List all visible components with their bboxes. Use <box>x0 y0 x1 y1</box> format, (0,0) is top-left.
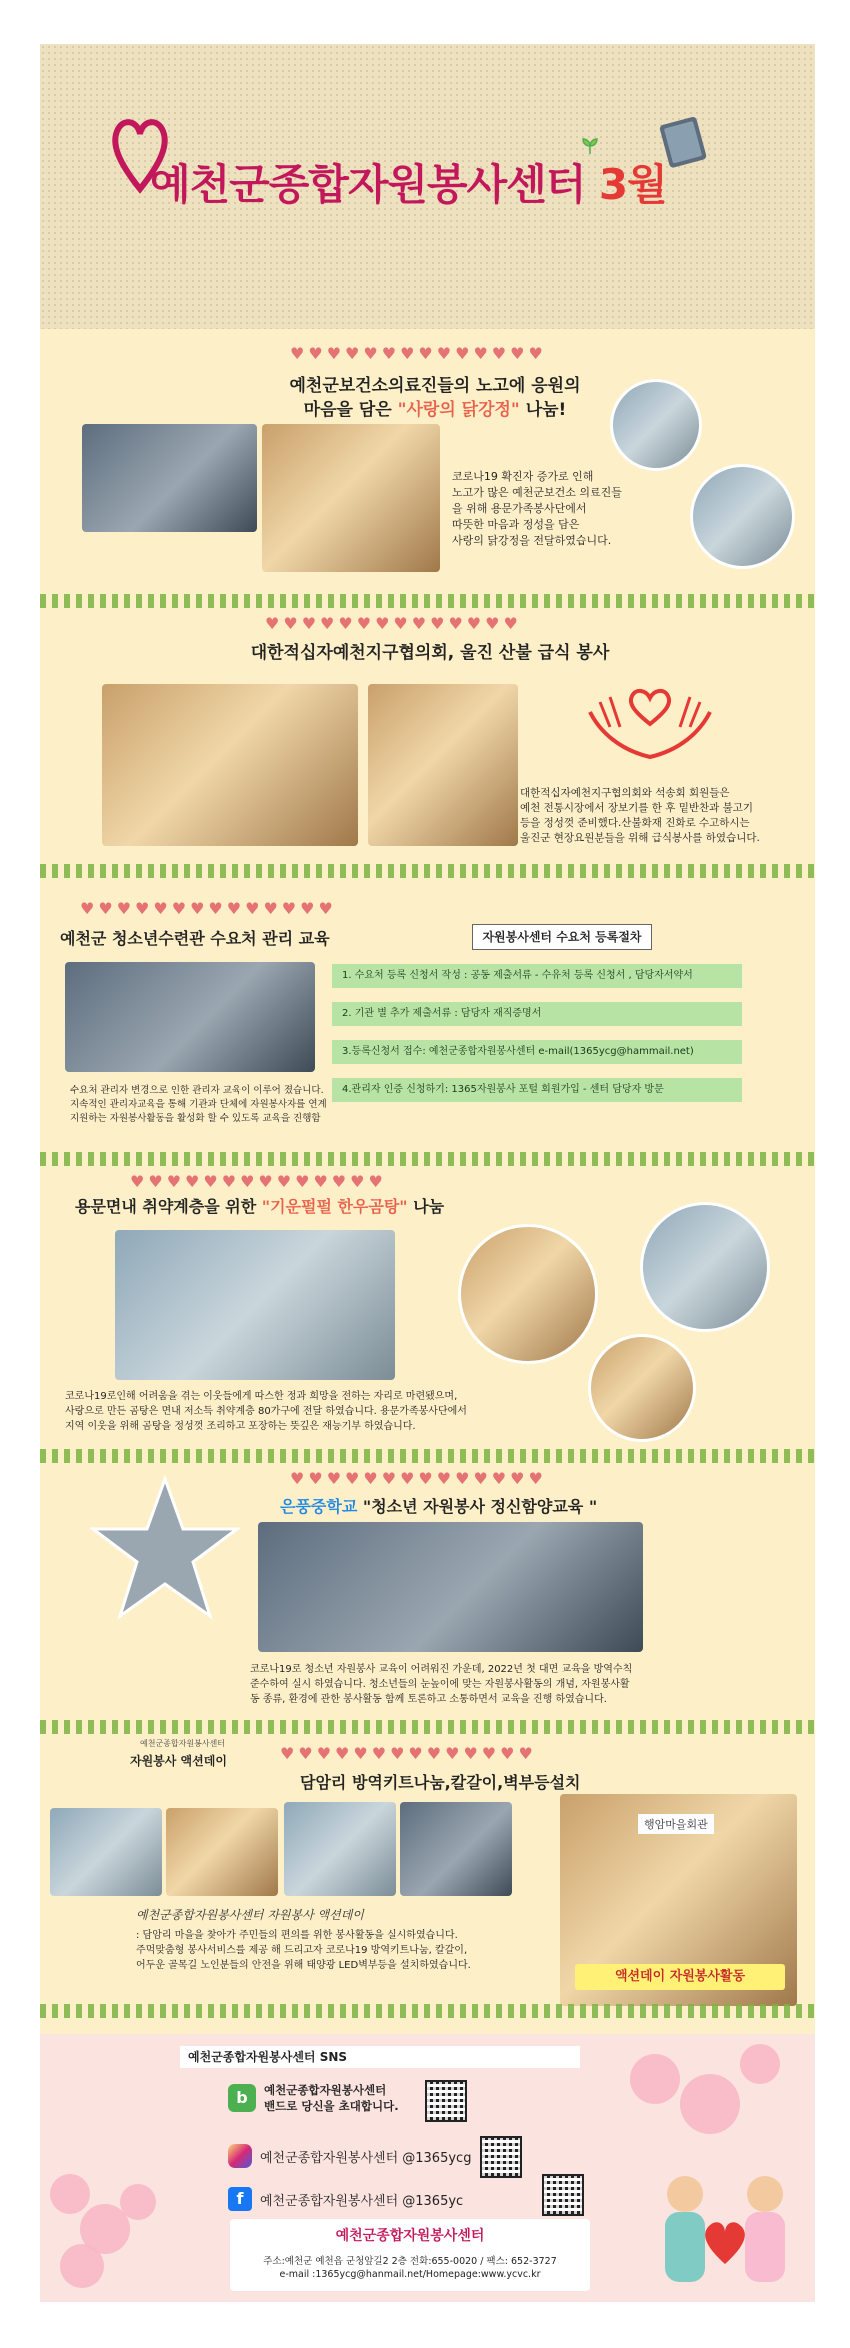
band-line2: 밴드로 당신을 초대합니다. <box>264 2099 399 2113</box>
book-icon <box>656 114 712 170</box>
section4-title-highlight: "기운펄펄 한우곰탕" <box>261 1197 408 1216</box>
action-day-tag: 자원봉사 액션데이 <box>130 1754 227 1768</box>
section6-title: 담암리 방역키트나눔,칼갈이,벽부등설치 <box>300 1773 581 1792</box>
section5-title-rest: "청소년 자원봉사 정신함양교육 " <box>357 1497 598 1516</box>
section5-body: 코로나19로 청소년 자원봉사 교육이 어려워진 가운데, 2022년 첫 대면 교육을 방역수칙 준수하여 실시 하였습니다. 청소년들의 눈높이에 맞는 자원봉사활동의 개념, 자원봉사활 동 종류, 환경에 관한 봉사활동 함께 토론하고 소통하면서 교육을 진행 하였습니다. <box>250 1664 633 1705</box>
photo-action-4 <box>400 1802 512 1896</box>
photo-circle-delivery <box>690 464 795 569</box>
grass-separator <box>40 864 815 878</box>
band-line1: 예천군종합자원봉사센터 <box>264 2083 387 2097</box>
section4-title-pre: 용문면내 취약계층을 위한 <box>75 1197 262 1216</box>
facebook-qr-code <box>542 2174 584 2216</box>
footer-org-name: 예천군종합자원봉사센터 <box>335 2228 485 2244</box>
grass-separator <box>40 1449 815 1463</box>
sns-label: 예천군종합자원봉사센터 SNS <box>180 2046 580 2068</box>
photo-circle-cooking <box>458 1224 598 1364</box>
hearts-divider: ♥♥♥♥♥♥♥♥♥♥♥♥♥♥ <box>280 1744 537 1763</box>
photo-circle-kimchi <box>588 1334 696 1442</box>
action-day-tag-small: 예천군종합자원봉사센터 <box>140 1739 226 1748</box>
hearts-divider: ♥♥♥♥♥♥♥♥♥♥♥♥♥♥ <box>265 614 522 633</box>
section1-title <box>245 374 625 422</box>
section5-title-school: 은풍중학교 <box>280 1497 358 1516</box>
section1-title-pre: 마음을 담은 <box>303 400 398 420</box>
section5-title <box>280 1494 597 1517</box>
section1-title-highlight: "사랑의 닭강정" <box>397 400 520 420</box>
photo-action-1 <box>50 1808 162 1896</box>
sprout-icon <box>580 136 600 156</box>
section1-title-post: 나눔! <box>519 400 567 420</box>
grass-separator <box>40 1152 815 1166</box>
action-day-banner: 액션데이 자원봉사활동 <box>575 1964 785 1990</box>
hearts-divider: ♥♥♥♥♥♥♥♥♥♥♥♥♥♥ <box>130 1172 387 1191</box>
action-day-script: 예천군종합자원봉사센터 자원봉사 액션데이 <box>136 1908 364 1922</box>
blossom-decoration <box>630 2054 680 2104</box>
section4-title-post: 나눔 <box>407 1197 445 1216</box>
section3-title: 예천군 청소년수련관 수요처 관리 교육 <box>60 929 330 948</box>
photo-training-session <box>65 962 315 1072</box>
photo-redcross-group <box>102 684 358 846</box>
heart-hands-icon <box>580 672 720 772</box>
facebook-link[interactable]: 예천군종합자원봉사센터 @1365yc <box>260 2194 464 2209</box>
section1-body: 코로나19 확진자 증가로 인해 노고가 많은 예천군보건소 의료진들 을 위해 용문가족봉사단에서 따뜻한 마음과 정성을 담은 사랑의 닭강정을 전달하였습니다. <box>452 470 622 547</box>
step-item: 2. 기관 별 추가 제출서류 : 담당자 재직증명서 <box>332 1002 742 1026</box>
photo-volunteers-group <box>262 424 440 572</box>
title-month: 3월 <box>598 160 667 209</box>
section4-body: 코로나19로인해 어려움을 겪는 이웃들에게 따스한 정과 희망을 전하는 자리로 마련됐으며, 사랑으로 만든 곰탕은 면내 저소득 취약계층 80가구에 전달 하였습니다. 용문가족봉사단에서 지역 이웃을 위해 곰탕을 정성껏 조리하고 포장하는 뜻깊은 재능기부 하였습니다. <box>65 1391 467 1432</box>
step-item: 3.등록신청서 접수: 예천군종합자원봉사센터 e-mail(1365ycg@hammail.net) <box>332 1040 742 1064</box>
photo-cooking <box>368 684 518 846</box>
instagram-icon[interactable] <box>228 2144 252 2168</box>
blossom-decoration <box>680 2074 740 2134</box>
village-hall-sign: 행암마을회관 <box>638 1814 714 1834</box>
grass-separator <box>40 594 815 608</box>
header-banner <box>40 44 815 329</box>
photo-circle-packing <box>610 379 702 471</box>
band-link[interactable] <box>264 2082 399 2114</box>
section2-title: 대한적십자예천지구협의회, 울진 산불 급식 봉사 <box>250 643 610 663</box>
grass-separator <box>40 1720 815 1734</box>
photo-clinic-delivery <box>82 424 257 532</box>
registration-steps-title: 자원봉사센터 수요처 등록절차 <box>472 924 652 950</box>
footer-contact: e-mail :1365ycg@hanmail.net/Homepage:www.ycvc.kr <box>279 2269 541 2280</box>
hearts-divider: ♥♥♥♥♥♥♥♥♥♥♥♥♥♥ <box>290 344 547 363</box>
photo-classroom <box>258 1522 643 1652</box>
couple-heart-illustration <box>645 2154 805 2294</box>
title-main: 예천군종합자원봉사센터 <box>150 160 586 209</box>
step-item: 4.관리자 인증 신청하기: 1365자원봉사 포털 회원가입 - 센터 담당자 방문 <box>332 1078 742 1102</box>
hearts-divider: ♥♥♥♥♥♥♥♥♥♥♥♥♥♥ <box>80 899 337 918</box>
grass-separator <box>40 2004 815 2018</box>
instagram-link[interactable]: 예천군종합자원봉사센터 @1365ycg <box>260 2151 472 2166</box>
blossom-decoration <box>740 2044 780 2084</box>
page-title <box>150 152 667 212</box>
step-item: 1. 수요처 등록 신청서 작성 : 공동 제출서류 - 수유처 등록 신청서 , 담당자서약서 <box>332 964 742 988</box>
facebook-icon[interactable]: f <box>228 2187 252 2211</box>
section4-title <box>75 1194 444 1217</box>
blossom-decoration <box>60 2244 104 2288</box>
photo-gomtang-group <box>115 1230 395 1380</box>
photo-circle-volunteers <box>640 1202 770 1332</box>
section6-body: : 담암리 마을을 찾아가 주민들의 편의를 위한 봉사활동을 실시하였습니다. 주먹맞춤형 봉사서비스를 제공 해 드리고자 코로나19 방역키트나눔, 칼갈이, 어두운 골목길 노인분들의 안전을 위해 태양광 LED벽부등을 설치하였습니다. <box>136 1930 471 1971</box>
newsletter-page <box>40 44 815 2302</box>
footer-address: 주소:예천군 예천읍 군청앞길2 2층 전화:655-0020 / 팩스: 652-3727 <box>263 2256 557 2267</box>
photo-action-3 <box>284 1802 396 1896</box>
section1-title-line2 <box>245 398 625 422</box>
blossom-decoration <box>120 2184 156 2220</box>
band-icon[interactable]: b <box>228 2084 256 2112</box>
blossom-decoration <box>50 2174 90 2214</box>
section2-body: 대한적십자예천지구협의회와 석송회 회원들은 예천 전통시장에서 장보기를 한 후 밑반찬과 불고기 등을 정성껏 준비했다.산불화재 진화로 수고하시는 울진군 현장요원분들을 위해 급식봉사를 하였습니다. <box>520 787 760 844</box>
contact-info-box <box>230 2219 590 2291</box>
instagram-qr-code <box>480 2136 522 2178</box>
hearts-divider: ♥♥♥♥♥♥♥♥♥♥♥♥♥♥ <box>290 1469 547 1488</box>
star-photo-frame <box>90 1474 240 1624</box>
photo-action-2 <box>166 1808 278 1896</box>
section3-body: 수요처 관리자 변경으로 인한 관리자 교육이 이루어 졌습니다. 지속적인 관리자교육을 통해 기관과 단체에 자원봉사자를 연계 지원하는 자원봉사활동을 활성화 할 수 있도록 교육을 진행함 <box>70 1085 327 1124</box>
band-qr-code <box>425 2080 467 2122</box>
section1-title-line1: 예천군보건소의료진들의 노고에 응원의 <box>289 376 581 396</box>
photo-village-hall <box>560 1794 797 2006</box>
